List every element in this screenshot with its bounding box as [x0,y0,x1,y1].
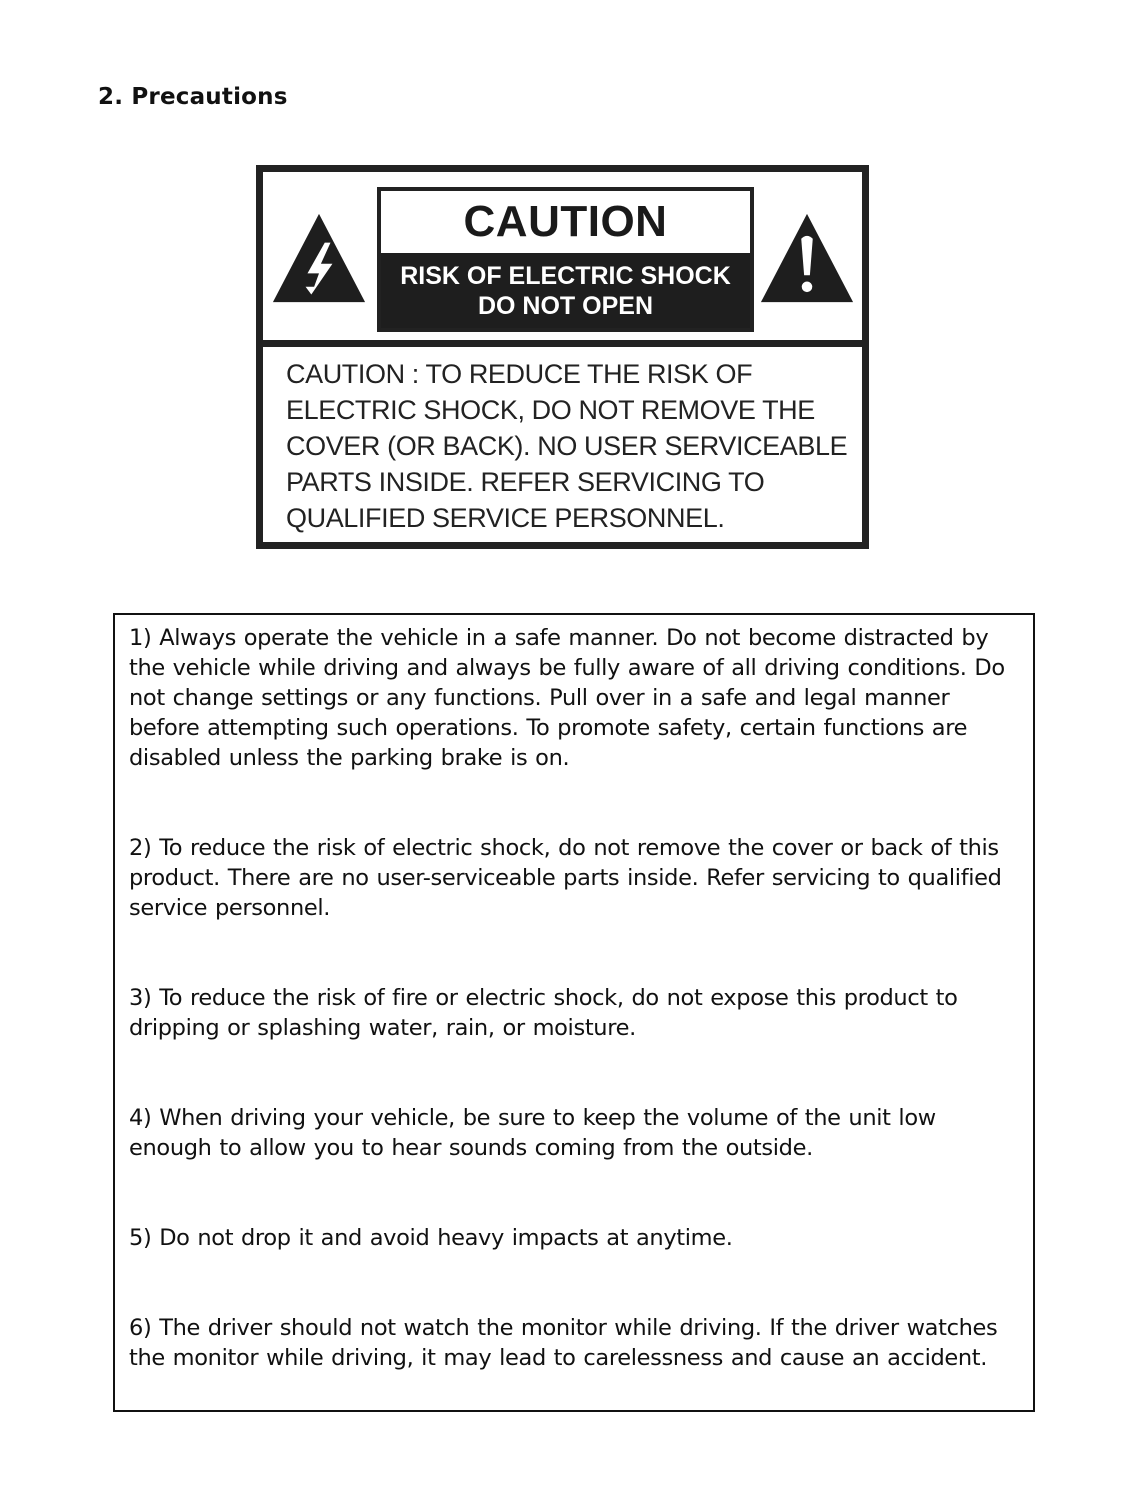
section-heading: 2. Precautions [98,84,288,110]
precautions-box [113,613,1035,1412]
exclamation-warning-icon [759,210,855,306]
caution-label-header [263,172,862,340]
caution-label [256,165,869,549]
precaution-item: 2) To reduce the risk of electric shock, do not remove the cover or back of this product. There are no user-serviceable parts inside. Refer servicing to qualified service personnel. [129,835,1002,921]
caution-divider [263,340,862,347]
precaution-item: 3) To reduce the risk of fire or electric shock, do not expose this product to dripping or splashing water, rain, or moisture. [129,985,958,1041]
caution-band [381,253,750,328]
caution-body-text: CAUTION : TO REDUCE THE RISK OF ELECTRIC SHOCK, DO NOT REMOVE THE COVER (OR BACK). NO USER SERVICEABLE PARTS INSIDE. REFER SERVICING TO QUALIFIED SERVICE PERSONNEL. [286,359,848,533]
caution-title: CAUTION [463,197,668,246]
precaution-item: 4) When driving your vehicle, be sure to keep the volume of the unit low enough to allow you to hear sounds coming from the outside. [129,1105,936,1161]
precaution-item: 6) The driver should not watch the monitor while driving. If the driver watches the monitor while driving, it may lead to carelessness and cause an accident. [129,1315,998,1371]
caution-title-box [377,187,754,332]
lightning-warning-icon [271,210,367,306]
caution-band-line-1: RISK OF ELECTRIC SHOCK [400,261,731,290]
precaution-item: 5) Do not drop it and avoid heavy impacts at anytime. [129,1225,733,1251]
caution-band-line-2: DO NOT OPEN [477,291,653,320]
precaution-item: 1) Always operate the vehicle in a safe manner. Do not become distracted by the vehicle while driving and always be fully aware of all driving conditions. Do not change settings or any functions. Pull over in a safe and legal manner before attempting such operations. To promote safety, certain functions are disabled unless the parking brake is on. [129,625,1005,771]
